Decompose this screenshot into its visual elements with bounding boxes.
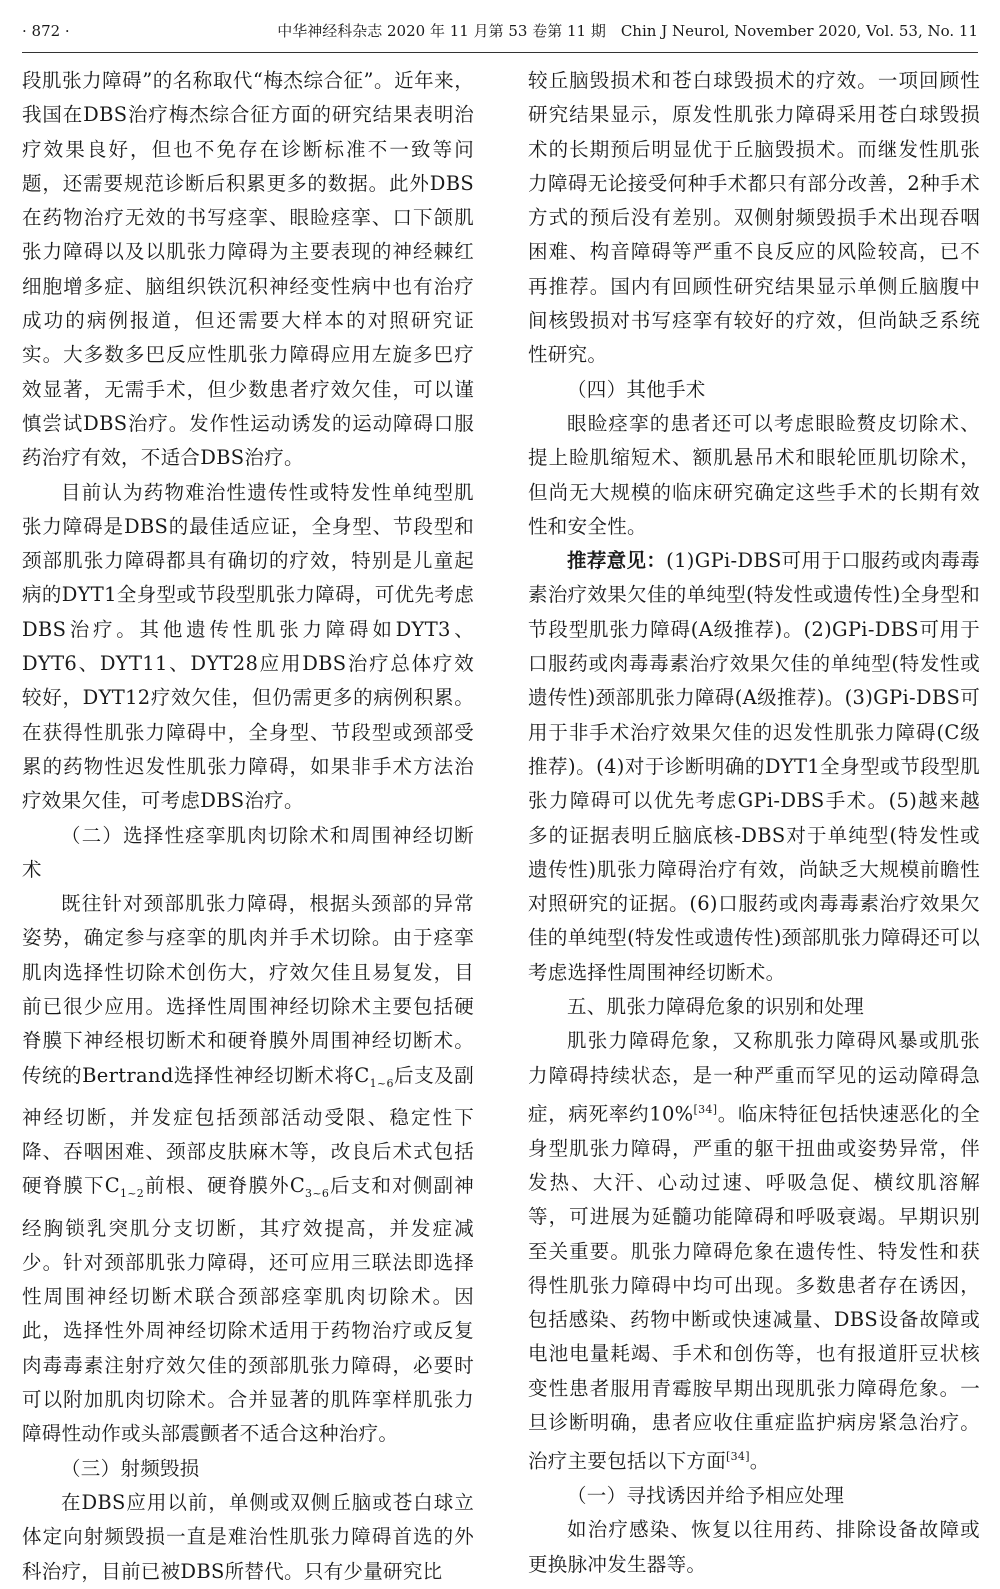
subscript: 1~6 (369, 1076, 394, 1090)
paragraph (528, 1024, 980, 1479)
recommendation-text: (1)GPi-DBS可用于口服药或肉毒毒素治疗效果欠佳的单纯型(特发性或遗传性)全身型和节段型肌张力障碍(A级推荐)。(2)GPi-DBS可用于口服药或肉毒毒素治疗效果欠佳的单纯型(特发性或遗传性)颈部肌张力障碍(A级推荐)。(3)GPi-DBS可用于非手术治疗效果欠佳的迟发性肌张力障碍(C级推荐)。(4)对于诊断明确的DYT1全身型或节段型肌张力障碍可以优先考虑GPi-DBS手术。(5)越来越多的证据表明丘脑底核-DBS对于单纯型(特发性或遗传性)肌张力障碍治疗有效，尚缺乏大规模前瞻性对照研究的证据。(6)口服药或肉毒毒素治疗效果欠佳的单纯型(特发性或遗传性)颈部肌张力障碍还可以考虑选择性周围神经切断术。 (528, 549, 980, 984)
header-rule (22, 52, 978, 53)
recommendation-label: 推荐意见： (567, 549, 667, 573)
section-heading: （二）选择性痉挛肌肉切除术和周围神经切断术 (22, 823, 474, 881)
left-column (22, 64, 474, 1589)
text-run: 后支和对侧副神经胸锁乳突肌分支切断，其疗效提高，并发症减少。针对颈部肌张力障碍，还可应用三联法即选择性周围神经切断术联合颈部痉挛肌肉切除术。因此，选择性外周神经切除术适用于药物治疗或反复肉毒毒素注射疗效欠佳的颈部肌张力障碍，必要时可以附加肌肉切除术。合并显著的肌阵挛样肌张力障碍性动作或头部震颤者不适合这种治疗。 (22, 1174, 474, 1446)
journal-citation: 中华神经科杂志 2020 年 11 月第 53 卷第 11 期 Chin J Neurol, November 2020, Vol. 53, No. 11 (277, 22, 978, 40)
text-run: 后支及副神经切断，并发症包括颈部活动受限、稳定性下降、吞咽困难、颈部皮肤麻木等，改良后术式包括硬脊膜下C (22, 1063, 474, 1198)
text-run: 肌张力障碍危象，又称肌张力障碍风暴或肌张力障碍持续状态，是一种严重而罕见的运动障碍急症，病死率约10% (528, 1029, 980, 1126)
page-header (22, 18, 978, 48)
subscript: 1~2 (119, 1187, 145, 1201)
page-number: · 872 · (22, 22, 70, 40)
text-run: 前根、硬脊膜外C (144, 1174, 306, 1198)
paragraph: 目前认为药物难治性遗传性或特发性单纯型肌张力障碍是DBS的最佳适应证，全身型、节段型和颈部肌张力障碍都具有确切的疗效，特别是儿童起病的DYT1全身型或节段型肌张力障碍，可优先考虑DBS治疗。其他遗传性肌张力障碍如DYT3、DYT6、DYT11、DYT28应用DBS治疗总体疗效较好，DYT12疗效欠佳，但仍需更多的病例积累。在获得性肌张力障碍中，全身型、节段型或颈部受累的药物性迟发性肌张力障碍，如果非手术方法治疗效果欠佳，可考虑DBS治疗。 (22, 480, 474, 813)
paragraph: 较丘脑毁损术和苍白球毁损术的疗效。一项回顾性研究结果显示，原发性肌张力障碍采用苍白球毁损术的长期预后明显优于丘脑毁损术。而继发性肌张力障碍无论接受何种手术都只有部分改善，2种手术方式的预后没有差别。双侧射频毁损手术出现吞咽困难、构音障碍等严重不良反应的风险较高，已不再推荐。国内有回顾性研究结果显示单侧丘脑腹中间核毁损对书写痉挛有较好的疗效，但尚缺乏系统性研究。 (528, 69, 980, 367)
text-run: 。 (749, 1449, 770, 1473)
paragraph: 段肌张力障碍”的名称取代“梅杰综合征”。近年来，我国在DBS治疗梅杰综合征方面的研究结果表明治疗效果良好，但也不免存在诊断标准不一致等问题，还需要规范诊断后积累更多的数据。此外DBS在药物治疗无效的书写痉挛、眼睑痉挛、口下颌肌张力障碍以及以肌张力障碍为主要表现的神经棘红细胞增多症、脑组织铁沉积神经变性病中也有治疗成功的病例报道，但还需要大样本的对照研究证实。大多数多巴反应性肌张力障碍应用左旋多巴疗效显著，无需手术，但少数患者疗效欠佳，可以谨慎尝试DBS治疗。发作性运动诱发的运动障碍口服药治疗有效，不适合DBS治疗。 (22, 69, 474, 470)
text-run: 。临床特征包括快速恶化的全身型肌张力障碍，严重的躯干扭曲或姿势异常，伴发热、大汗、心动过速、呼吸急促、横纹肌溶解等，可进展为延髓功能障碍和呼吸衰竭。早期识别至关重要。肌张力障碍危象在遗传性、特发性和获得性肌张力障碍中均可出现。多数患者存在诱因，包括感染、药物中断或快速减量、DBS设备故障或电池电量耗竭、手术和创伤等，也有报道肝豆状核变性患者服用青霉胺早期出现肌张力障碍危象。一旦诊断明确，患者应收住重症监护病房紧急治疗。治疗主要包括以下方面 (528, 1102, 980, 1473)
section-heading: （一）寻找诱因并给予相应处理 (567, 1484, 845, 1508)
recommendation (528, 544, 980, 990)
section-heading: （三）射频毁损 (61, 1456, 200, 1480)
paragraph: 眼睑痉挛的患者还可以考虑眼睑赘皮切除术、提上睑肌缩短术、额肌悬吊术和眼轮匝肌切除术，但尚无大规模的临床研究确定这些手术的长期有效性和安全性。 (528, 411, 980, 538)
paragraph: 如治疗感染、恢复以往用药、排除设备故障或更换脉冲发生器等。 (528, 1518, 980, 1576)
reference[interactable]: [34] (693, 1102, 718, 1116)
reference[interactable]: [34] (726, 1450, 750, 1464)
section-heading: 五、肌张力障碍危象的识别和处理 (567, 995, 865, 1019)
text-run: 既往针对颈部肌张力障碍，根据头颈部的异常姿势，确定参与痉挛的肌肉并手术切除。由于痉挛肌肉选择性切除术创伤大，疗效欠佳且易复发，目前已很少应用。选择性周围神经切除术主要包括硬脊膜下神经根切断术和硬脊膜外周围神经切断术。传统的Bertrand选择性神经切断术将C (22, 892, 474, 1087)
paragraph (22, 887, 474, 1452)
subscript: 3~6 (305, 1187, 330, 1201)
section-heading: （四）其他手术 (567, 377, 706, 401)
paragraph: 在DBS应用以前，单侧或双侧丘脑或苍白球立体定向射频毁损一直是难治性肌张力障碍首选的外科治疗，目前已被DBS所替代。只有少量研究比 (22, 1490, 474, 1583)
right-column (528, 64, 980, 1582)
